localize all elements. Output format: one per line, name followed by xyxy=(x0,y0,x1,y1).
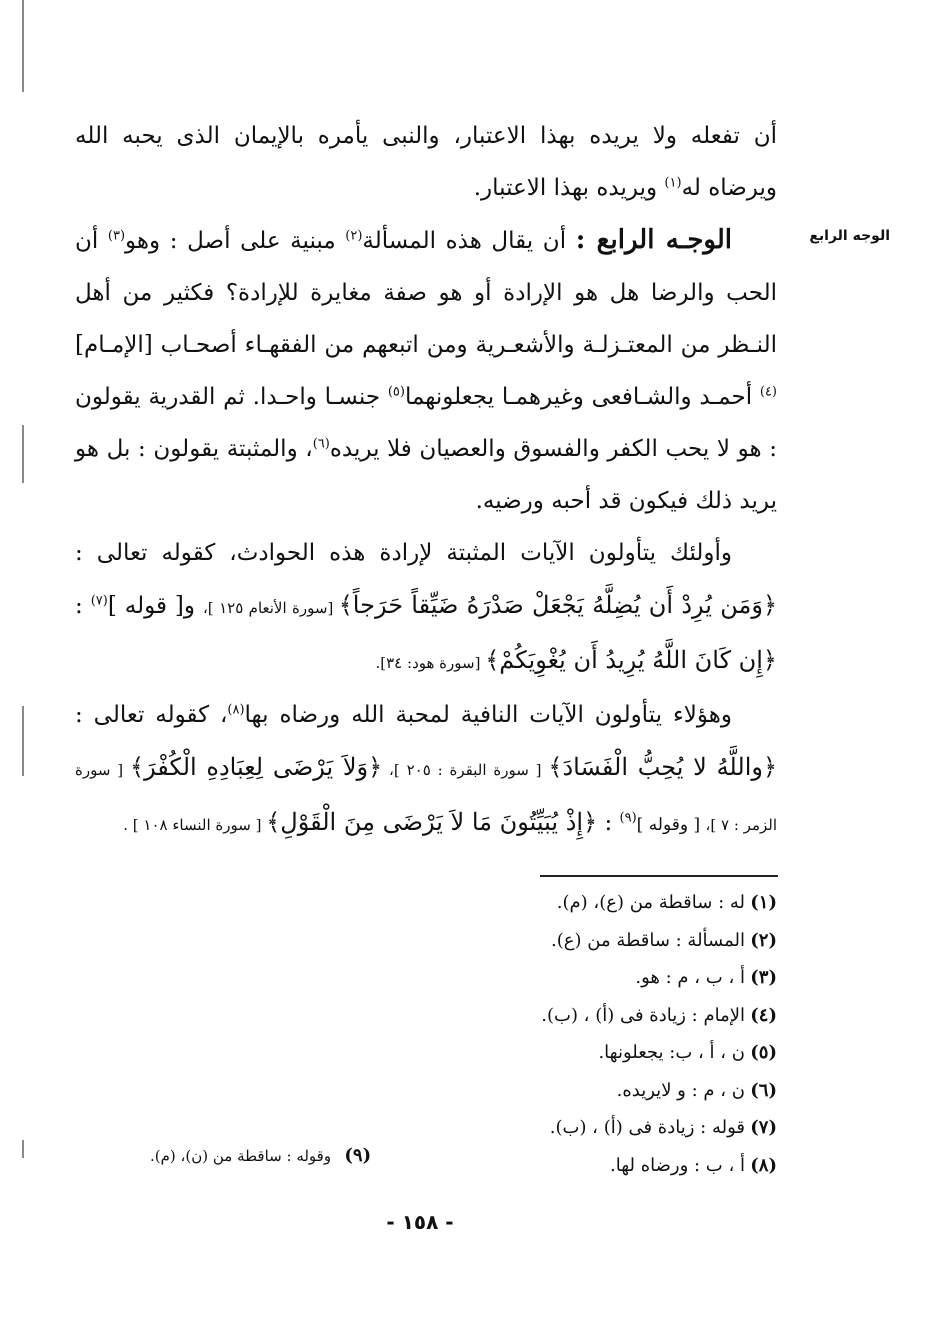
surah-reference: [سورة هود: ٣٤]. xyxy=(375,654,486,672)
paragraph-1: أن تفعله ولا يريده بهذا الاعتبار، والنبى يأمره بالإيمان الذى يحبه الله ويرضاه له$^{(١)}$ ويريده بهذا الاعتبار. xyxy=(75,123,777,201)
quran-quote: ﴿وَلاَ يَرْضَى لِعِبَادِهِ الْكُفْرَ﴾ xyxy=(130,753,383,781)
footnote-ref: (٢) xyxy=(345,228,363,244)
surah-reference: [ سورة البقرة : ٢٠٥ ]، xyxy=(382,761,549,779)
footnote-item: (٢)المسألة : ساقطة من (ع). xyxy=(551,929,777,951)
quran-quote: ﴿وَمَن يُرِدْ أَن يُضِلَّهُ يَجْعَلْ صَدْرَهُ ضَيِّقاً حَرَجاً﴾ xyxy=(338,591,778,619)
footnote-item: (٤)الإمام : زيادة فى (أ) ، (ب). xyxy=(541,1004,777,1026)
scan-edge-line xyxy=(22,1140,24,1158)
footnote-item: (٩)وقوله : ساقطة من (ن)، (م). xyxy=(150,1145,372,1166)
surah-reference: [سورة الأنعام ١٢٥ ]، xyxy=(202,599,339,617)
footnote-ref: (٩) xyxy=(619,810,637,826)
quran-quote: ﴿إِذْ يُبَيِّتُونَ مَا لاَ يَرْضَى مِنَ الْقَوْلِ﴾ xyxy=(266,808,598,836)
paragraph-2: الوجـه الرابع : أن يقال هذه المسألة$^{(٢)}$ مبنية على أصل : وهو$^{(٣)}$ أن الحب والرضا هل هو الإرادة أو هو صفة مغايرة للإرادة؟ فكثير من أهل النـظر من المعتـزلـة والأشعـرية ومن اتبعهم من الفقهـاء أصحـاب [الإمـام]$^{(٤)}$ أحمـد والشـافعى وغيرهمـا يجعلونهما$^{(٥)}$ جنسـا واحـدا. ثم القدرية يقولون : هو لا يحب الكفر والفسوق والعصيان فلا يريده$^{(٦)}$، والمثبتة يقولون : بل هو يريد ذلك فيكون قد أحبه ورضيه. xyxy=(75,225,777,514)
quran-quote: ﴿واللَّهُ لا يُحِبُّ الْفَسَادَ﴾ xyxy=(548,753,778,781)
footnote-separator xyxy=(540,875,778,877)
footnote-item: (٥)ن ، أ ، ب: يجعلونها. xyxy=(598,1042,777,1063)
footnote-item: (١)له : ساقطة من (ع)، (م). xyxy=(556,892,777,913)
surah-reference: [ سورة النساء ١٠٨ ] . xyxy=(123,816,267,834)
paragraph-3: وأولئك يتأولون الآيات المثبتة لإرادة هذه الحوادث، كقوله تعالى : ﴿وَمَن يُرِدْ أَن يُضِلَّهُ يَجْعَلْ صَدْرَهُ ضَيِّقاً حَرَجاً﴾ [سورة الأنعام ١٢٥ ]، و[ قوله ]$^{(٧)}$ : ﴿إِن كَانَ اللَّهُ يُرِيدُ أَن يُغْوِيَكُمْ﴾ [سورة هود: ٣٤]. xyxy=(75,540,778,674)
paragraph-4: وهؤلاء يتأولون الآيات النافية لمحبة الله ورضاه بها$^{(٨)}$، كقوله تعالى : ﴿واللَّهُ لا يُحِبُّ الْفَسَادَ﴾ [ سورة البقرة : ٢٠٥ ]، ﴿وَلاَ يَرْضَى لِعِبَادِهِ الْكُفْرَ﴾ [ سورة الزمر : ٧ ]، [ وقوله ]$^{(٩)}$ : ﴿إِذْ يُبَيِّتُونَ مَا لاَ يَرْضَى مِنَ الْقَوْلِ﴾ [ سورة النساء ١٠٨ ] . xyxy=(75,702,778,836)
footnote-item: (٣)أ ، ب ، م : هو. xyxy=(635,967,777,988)
footnote-ref: (٥) xyxy=(387,384,405,400)
footnote-ref: (٨) xyxy=(227,702,245,718)
footnote-ref: (٦) xyxy=(312,436,330,452)
page-number: - ١٥٨ - xyxy=(386,1210,454,1234)
footnote-ref: (٤) xyxy=(759,384,777,400)
quran-quote: ﴿إِن كَانَ اللَّهُ يُرِيدُ أَن يُغْوِيَكُمْ﴾ xyxy=(485,646,777,674)
surah-reference: [ سورة الزمر : ٧ ]، xyxy=(75,761,777,834)
margin-note: الوجه الرابع xyxy=(809,228,890,244)
footnote-ref: (١) xyxy=(664,175,682,191)
footnote-item: (٨)أ ، ب : ورضاه لها. xyxy=(610,1154,777,1176)
footnote-item: (٦)ن ، م : و لايريده. xyxy=(616,1079,777,1101)
main-text xyxy=(75,110,777,851)
scan-edge-line xyxy=(22,706,24,776)
footnotes-list xyxy=(457,884,777,1184)
scan-edge-line xyxy=(22,425,24,483)
footnote-ref: (٧) xyxy=(90,593,108,609)
footnote-item: (٧)قوله : زيادة فى (أ) ، (ب). xyxy=(549,1117,777,1138)
scan-edge-line xyxy=(22,0,24,92)
section-heading: الوجـه الرابع : xyxy=(575,225,732,255)
footnote-ref: (٣) xyxy=(107,228,126,244)
